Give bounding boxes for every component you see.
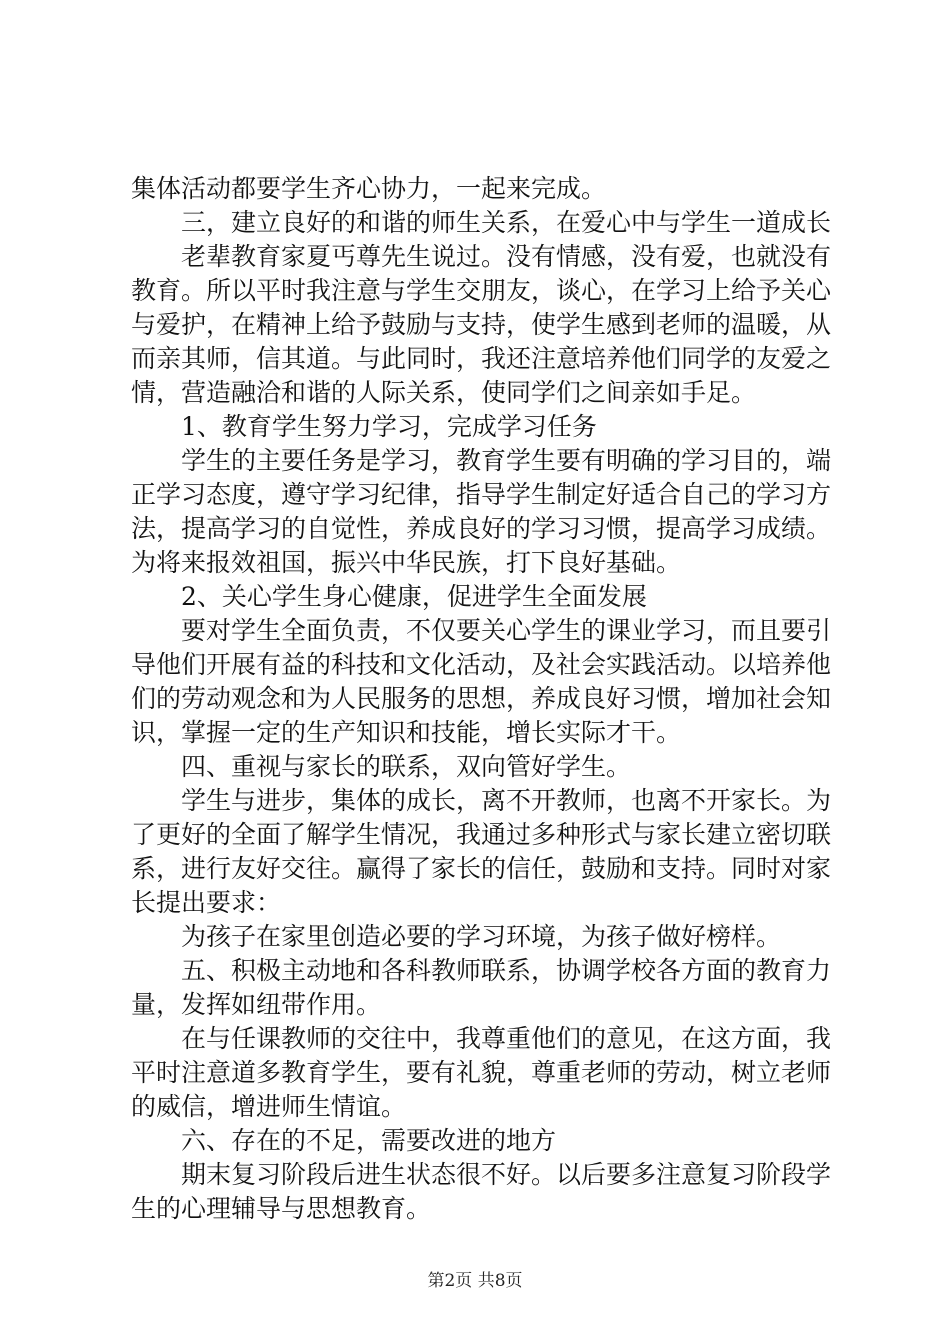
paragraph-9: 学生与进步，集体的成长，离不开教师，也离不开家长。为了更好的全面了解学生情况，我通过多种形式与家长建立密切联系，进行友好交往。赢得了家长的信任，鼓励和支持。同时对家长提出要求：: [131, 786, 832, 917]
subheading-2: 2、关心学生身心健康，促进学生全面发展: [181, 582, 647, 611]
subheading-1: 1、教育学生努力学习，完成学习任务: [181, 412, 597, 441]
paragraph-14: 期末复习阶段后进生状态很不好。以后要多注意复习阶段学生的心理辅导与思想教育。: [131, 1160, 832, 1223]
section-heading-3: 三，建立良好的和谐的师生关系，在爱心中与学生一道成长: [181, 208, 832, 237]
paragraph-12: 在与任课教师的交往中，我尊重他们的意见，在这方面，我平时注意道多教育学生，要有礼貌，尊重老师的劳动，树立老师的威信，增进师生情谊。: [131, 1024, 832, 1121]
section-heading-6: 六、存在的不足，需要改进的地方: [181, 1126, 557, 1155]
page-number-footer: 第2页 共8页: [427, 1271, 523, 1291]
paragraph-5: 学生的主要任务是学习，教育学生要有明确的学习目的，端正学习态度，遵守学习纪律，指导学生制定好适合自己的学习方法，提高学习的自觉性，养成良好的学习习惯，提高学习成绩。为将来报效祖国，振兴中华民族，打下良好基础。: [131, 446, 832, 577]
paragraph-10: 为孩子在家里创造必要的学习环境，为孩子做好榜样。: [181, 922, 782, 951]
document-body: [131, 172, 831, 1226]
section-heading-5: 五、积极主动地和各科教师联系，协调学校各方面的教育力量，发挥如纽带作用。: [131, 956, 832, 1019]
paragraph-7: 要对学生全面负责，不仅要关心学生的课业学习，而且要引导他们开展有益的科技和文化活动，及社会实践活动。以培养他们的劳动观念和为人民服务的思想，养成良好习惯，增加社会知识，掌握一定的生产知识和技能，增长实际才干。: [131, 616, 832, 747]
section-heading-4: 四、重视与家长的联系，双向管好学生。: [181, 752, 632, 781]
paragraph-3: 老辈教育家夏丐尊先生说过。没有情感，没有爱，也就没有教育。所以平时我注意与学生交朋友，谈心，在学习上给予关心与爱护，在精神上给予鼓励与支持，使学生感到老师的温暖，从而亲其师，信其道。与此同时，我还注意培养他们同学的友爱之情，营造融洽和谐的人际关系，使同学们之间亲如手足。: [131, 242, 832, 407]
paragraph-1: 集体活动都要学生齐心协力，一起来完成。: [131, 174, 607, 203]
